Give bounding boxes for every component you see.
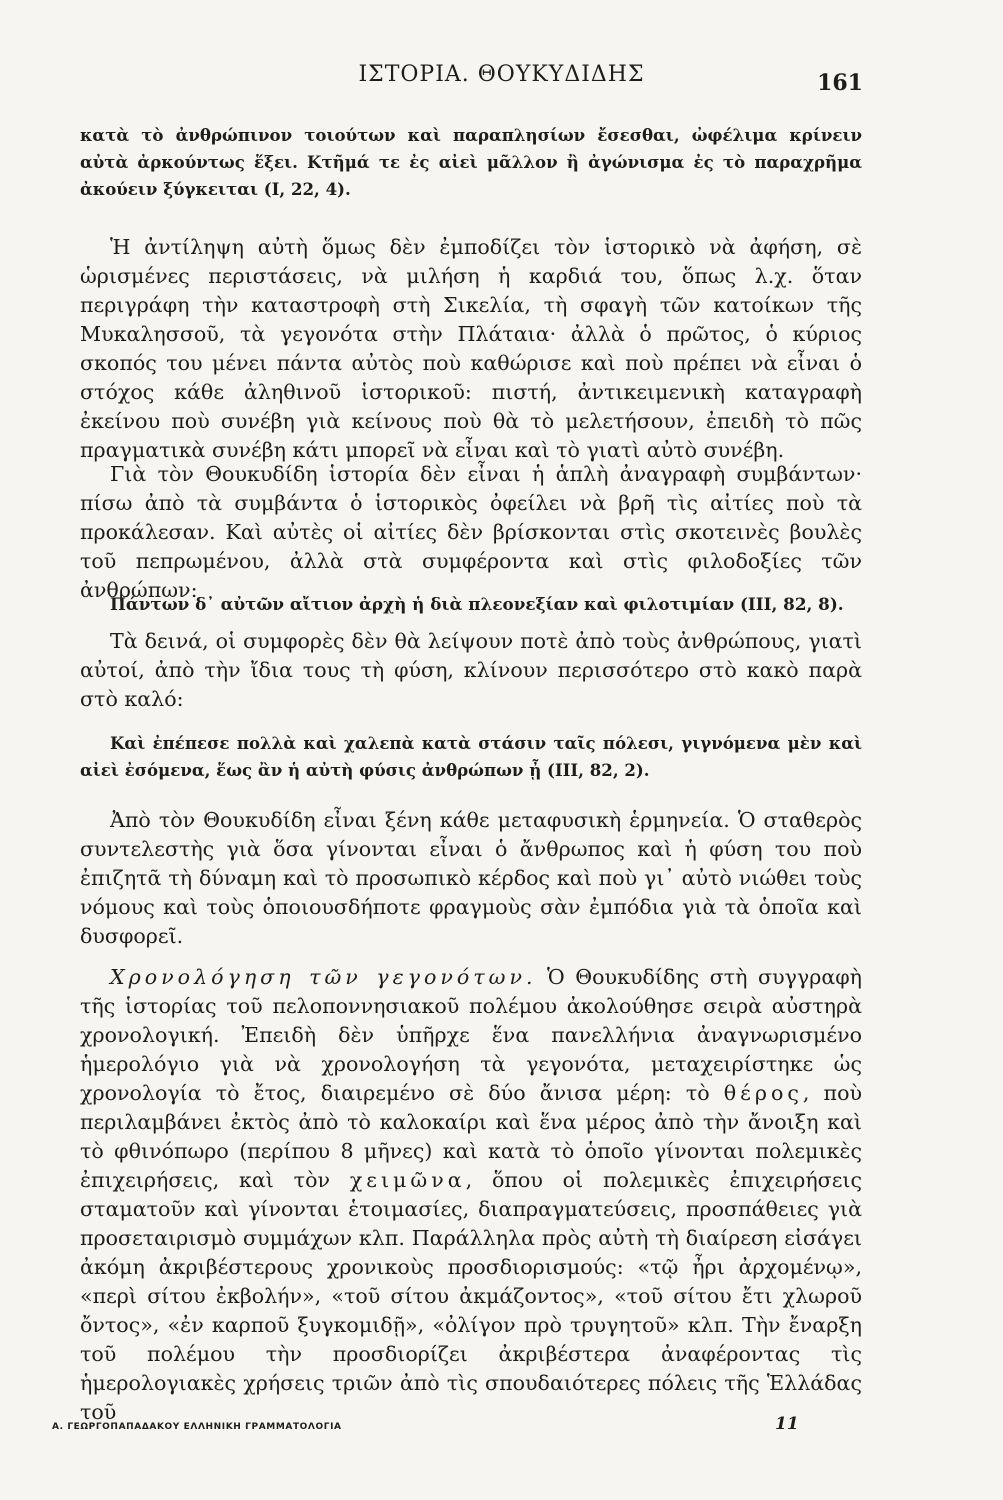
running-title: ΙΣΤΟΡΙΑ. ΘΟΥΚΥΔΙΔΗΣ [358, 62, 645, 87]
paragraph-1: Ἡ ἀντίληψη αὐτὴ ὅμως δὲν ἐμποδίζει τὸν ἱστορικὸ νὰ ἀφήση, σὲ ὡρισμένες περιστάσεις, νὰ μιλήση ἡ καρδιά του, ὅπως λ.χ. ὅταν περιγράφη τὴν καταστροφὴ στὴ Σικελία, τὴ σφαγὴ τῶν κατοίκων τῆς Μυκαλησσοῦ, τὰ γεγονότα στὴν Πλάταια· ἀλλὰ ὁ πρῶτος, ὁ κύριος σκοπός του μένει πάντα αὐτὸς ποὺ καθώρισε καὶ ποὺ πρέπει νὰ εἶναι ὁ στόχος κάθε ἀληθινοῦ ἱστορικοῦ: πιστή, ἀντικειμενικὴ καταγραφὴ ἐκείνου ποὺ συνέβη γιὰ κείνους ποὺ θὰ τὸ μελετήσουν, ἐπειδὴ τὸ πῶς πραγματικὰ συνέβη κάτι μπορεῖ νὰ εἶναι καὶ τὸ γιατὶ αὐτὸ συνέβη. [80, 235, 862, 462]
paragraph-3: Τὰ δεινά, οἱ συμφορὲς δὲν θὰ λείψουν ποτὲ ἀπὸ τοὺς ἀνθρώπους, γιατὶ αὐτοί, ἀπὸ τὴν ἴδια τους τὴ φύση, κλίνουν περισσότερο στὸ κακὸ παρὰ στὸ καλό: [80, 629, 862, 711]
greek-quote-1: κατὰ τὸ ἀνθρώπινον τοιούτων καὶ παραπλησίων ἔσεσθαι, ὠφέλιμα κρίνειν αὐτὰ ἀρκούντως ἕξει. Κτῆμά τε ἐς αἰεὶ μᾶλλον ἢ ἀγώνισμα ἐς τὸ παραχρῆμα ἀκούειν ξύγκειται (Ι, 22, 4). [80, 125, 862, 199]
paragraph-5-text-3: , ὅπου οἱ πολεμικὲς ἐπιχειρήσεις σταματοῦν καὶ γίνονται ἑτοιμασίες, διαπραγματεύσεις, προσπάθειες γιὰ προσεταιρισμὸ συμμάχων κλπ. Παράλληλα πρὸς αὐτὴ τὴ διαίρεση εἰσάγει ἀκόμη ἀκριβέστερους χρονικοὺς προσδιορισμούς: «τῷ ἦρι ἀρχομένῳ», «περὶ σίτου ἐκβολήν», «τοῦ σίτου ἀκμάζοντος», «τοῦ σίτου ἔτι χλωροῦ ὄντος», «ἐν καρποῦ ξυγκομιδῇ», «ὀλίγον πρὸ τρυγητοῦ» κλπ. Τὴν ἔναρξη τοῦ πολέμου τὴν προσδιορίζει ἀκριβέστερα ἀναφέροντας τὶς ἡμερολογιακὲς χρήσεις τριῶν ἀπὸ τὶς σπουδαιότερες πόλεις τῆς Ἑλλάδας τοῦ [80, 1168, 862, 1424]
footer-book-title: Α. ΓΕΩΡΓΟΠΑΠΑΔΑΚΟΥ ΕΛΛΗΝΙΚΗ ΓΡΑΜΜΑΤΟΛΟΓΙΑ [52, 1422, 342, 1432]
paragraph-2: Γιὰ τὸν Θουκυδίδη ἱστορία δὲν εἶναι ἡ ἁπλὴ ἀναγραφὴ συμβάντων· πίσω ἀπὸ τὰ συμβάντα ὁ ἱστορικὸς ὀφείλει νὰ βρῆ τὶς αἰτίες ποὺ τὰ προκάλεσαν. Καὶ αὐτὲς οἱ αἰτίες δὲν βρίσκονται στὶς σκοτεινὲς βουλὲς τοῦ πεπρωμένου, ἀλλὰ στὰ συμφέροντα καὶ στὶς φιλοδοξίες τῶν ἀνθρώπων: [80, 462, 862, 602]
term-theros: θέρος [723, 1081, 803, 1105]
page-number: 161 [817, 70, 863, 96]
paragraph-4: Ἀπὸ τὸν Θουκυδίδη εἶναι ξένη κάθε μεταφυσικὴ ἑρμηνεία. Ὁ σταθερὸς συντελεστὴς γιὰ ὅσα γίνονται εἶναι ὁ ἄνθρωπος καὶ ἡ φύση του ποὺ ἐπιζητᾶ τὴ δύναμη καὶ τὸ προσωπικὸ κέρδος καὶ ποὺ γι᾽ αὐτὸ νιώθει τοὺς νόμους καὶ τοὺς ὁποιουσδήποτε φραγμοὺς σὰν ἐμπόδια γιὰ τὰ ὁποῖα καὶ δυσφορεῖ. [80, 808, 862, 948]
page-header [0, 62, 1003, 102]
section-heading: Χρονολόγηση τῶν γεγονότων. [110, 965, 537, 989]
footer-signature-number: 11 [775, 1414, 799, 1434]
paragraph-5 [80, 963, 862, 1427]
greek-quote-2: Πάντων δ᾽ αὐτῶν αἴτιον ἀρχὴ ἡ διὰ πλεονεξίαν καὶ φιλοτιμίαν (ΙΙΙ, 82, 8). [110, 594, 844, 614]
term-cheimona: χειμῶνα [349, 1168, 466, 1192]
greek-quote-3: Καὶ ἐπέπεσε πολλὰ καὶ χαλεπὰ κατὰ στάσιν ταῖς πόλεσι, γιγνόμενα μὲν καὶ αἰεὶ ἐσόμενα, ἕως ἂν ἡ αὐτὴ φύσις ἀνθρώπων ᾖ (ΙΙΙ, 82, 2). [80, 733, 862, 780]
paragraph-5-text-1: Ὁ Θουκυδίδης στὴ συγγραφὴ τῆς ἱστορίας τοῦ πελοποννησιακοῦ πολέμου ἀκολούθησε σειρὰ αὐστηρὰ χρονολογική. Ἐπειδὴ δὲν ὑπῆρχε ἕνα πανελλήνια ἀναγνωρισμένο ἡμερολόγιο γιὰ νὰ χρονολογήση τὰ γεγονότα, μεταχειρίστηκε ὡς χρονολογία τὸ ἔτος, διαιρεμένο σὲ δύο ἄνισα μέρη: τὸ [80, 965, 862, 1105]
paragraph-5-text-2: , ποὺ περιλαμβάνει ἐκτὸς ἀπὸ τὸ καλοκαίρι καὶ ἕνα μέρος ἀπὸ τὴν ἄνοιξη καὶ τὸ φθινόπωρο (περίπου 8 μῆνες) καὶ κατὰ τὸ ὁποῖο γίνονται πολεμικὲς ἐπιχειρήσεις, καὶ τὸν [80, 1081, 862, 1192]
